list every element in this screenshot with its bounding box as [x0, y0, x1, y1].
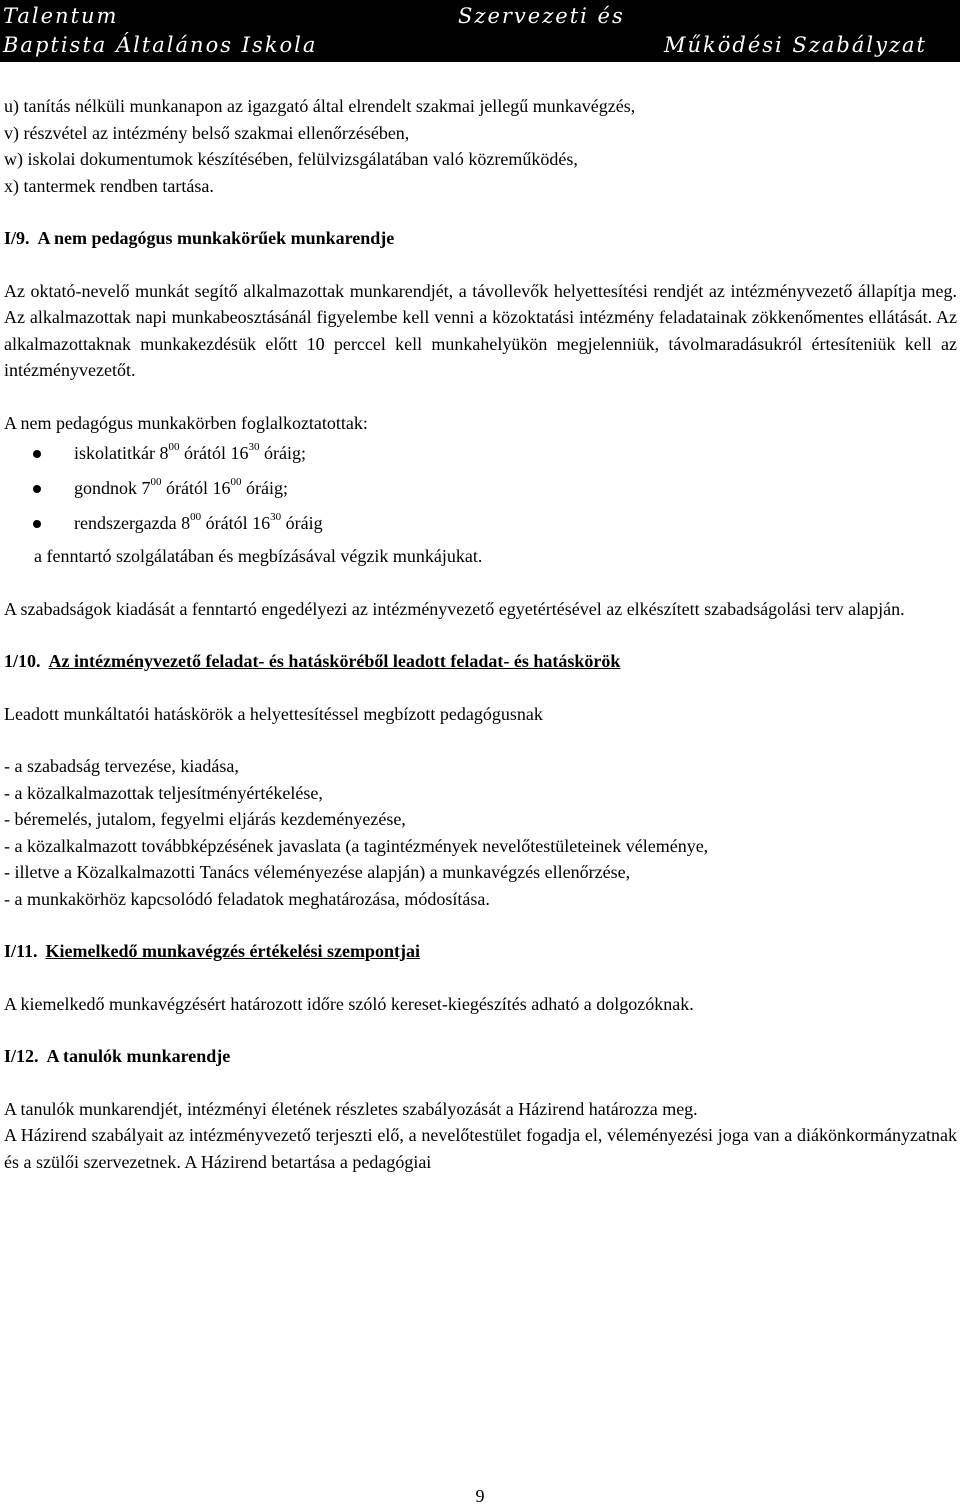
paragraph: A nem pedagógus munkakörben foglalkoztatottak: [4, 412, 368, 433]
staff-item: gondnok $7^{00}$ órától $16^{00}$ óráig; [4, 471, 957, 506]
section-title: Kiemelkedő munkavégzés értékelési szempontjai [45, 941, 420, 961]
list-item: - a közalkalmazott továbbképzésének javaslata (a tagintézmények nevelőtestületeinek véleménye, [4, 835, 709, 856]
list-item: - a közalkalmazottak teljesítményértékelése, [4, 782, 323, 803]
list-item: w) iskolai dokumentumok készítésében, felülvizsgálatában való közreműködés, [4, 149, 578, 169]
bullet-icon [33, 520, 41, 528]
section-number: I/11. [4, 941, 38, 961]
header-school-line2: Baptista Általános Iskola [3, 33, 318, 57]
page-number: 9 [475, 1486, 485, 1506]
list-item: - illetve a Közalkalmazotti Tanács véleményezése alapján) a munkavégzés ellenőrzése, [4, 862, 631, 882]
page-header [0, 0, 960, 62]
paragraph: A szabadságok kiadását a fenntartó engedélyezi az intézményvezető egyetértésével az elkészített szabadságolási terv alapján. [4, 598, 905, 619]
section-number: 1/10. [4, 651, 41, 671]
staff-item: rendszergazda $8^{00}$ órától $16^{30}$ óráig [4, 506, 957, 541]
section-title: A nem pedagógus munkakörűek munkarendje [37, 228, 395, 248]
section-title: Az intézményvezető feladat- és hatásköréből leadott feladat- és hatáskörök [48, 651, 621, 671]
paragraph: A Házirend szabályait az intézményvezető terjeszti elő, a nevelőtestület fogadja el, véleményezési joga van a diákönkormányzatnak és a szülői szervezetnek. A Házirend betartása a pedagógiai [4, 1125, 957, 1172]
list-item: x) tantermek rendben tartása. [4, 175, 214, 196]
list-item: - béremelés, jutalom, fegyelmi eljárás kezdeményezése, [4, 809, 406, 829]
paragraph: a fenntartó szolgálatában és megbízásával végzik munkájukat. [34, 546, 483, 566]
paragraph: A tanulók munkarendjét, intézményi életének részletes szabályozását a Házirend határozza meg. [4, 1098, 698, 1119]
paragraph: Az oktató-nevelő munkát segítő alkalmazottak munkarendjét, a távollevők helyettesítési rendjét az intézményvezető állapítja meg. Az alkalmazottak napi munkabeosztásánál figyelembe kell venni a közoktatási intézmény feladatainak zökkenőmentes ellátását. Az alkalmazottaknak munkakezdésük előtt 10 perccel kell munkahelyükön megjelenniük, távolmaradásukról értesíteniük kell az intézményvezetőt. [4, 280, 957, 380]
section-heading-12 [4, 1043, 957, 1070]
header-doc-line2: Működési Szabályzat [664, 33, 927, 57]
section-number: I/12. [4, 1046, 39, 1066]
bullet-icon [33, 485, 41, 493]
section-heading-11 [4, 938, 957, 965]
list-item: - a szabadság tervezése, kiadása, [4, 756, 239, 776]
staff-item: iskolatitkár $8^{00}$ órától $16^{30}$ óráig; [4, 436, 957, 471]
header-doc-line1: Szervezeti és [458, 4, 625, 28]
paragraph: A kiemelkedő munkavégzésért határozott időre szóló kereset-kiegészítés adható a dolgozóknak. [4, 993, 694, 1014]
section-heading-10 [4, 648, 957, 675]
list-item: v) részvétel az intézmény belső szakmai ellenőrzésében, [4, 122, 410, 143]
section-number: I/9. [4, 228, 30, 248]
list-item: u) tanítás nélküli munkanapon az igazgató által elrendelt szakmai jellegű munkavégzés, [4, 96, 636, 116]
header-school-line1: Talentum [3, 4, 119, 28]
section-title: A tanulók munkarendje [46, 1046, 231, 1066]
staff-list [4, 436, 957, 541]
document-body [4, 93, 957, 1175]
list-item: - a munkakörhöz kapcsolódó feladatok meghatározása, módosítása. [4, 888, 490, 909]
section-heading-9 [4, 225, 957, 252]
paragraph: Leadott munkáltatói hatáskörök a helyettesítéssel megbízott pedagógusnak [4, 703, 543, 724]
bullet-icon [33, 450, 41, 458]
